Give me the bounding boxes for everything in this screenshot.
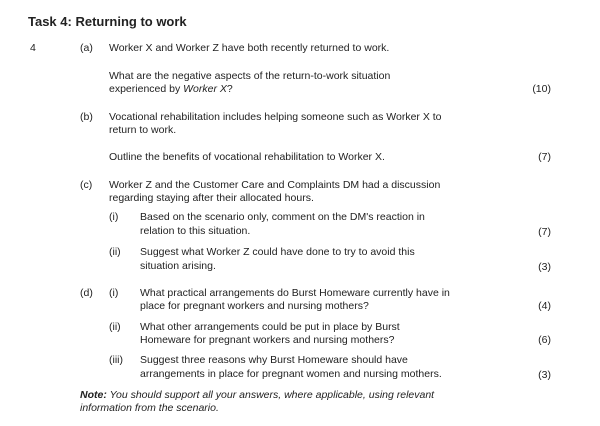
- part-a-line1: Worker X and Worker Z have both recently returned to work.: [109, 42, 390, 54]
- part-d-i-line1: What practical arrangements do Burst Homeware currently have in: [140, 287, 450, 299]
- part-d-i-label: (i): [109, 287, 119, 299]
- part-b-line3: Outline the benefits of vocational rehabilitation to Worker X.: [109, 151, 385, 163]
- part-b-marks: (7): [538, 151, 551, 163]
- note-text-1: You should support all your answers, where applicable, using relevant: [106, 389, 435, 401]
- part-b-line2: return to work.: [109, 124, 177, 136]
- part-c-i-label: (i): [109, 211, 119, 223]
- part-d-ii-line1: What other arrangements could be put in place by Burst: [140, 321, 400, 333]
- part-a-label: (a): [80, 42, 93, 54]
- part-c-i-line2: relation to this situation.: [140, 225, 251, 237]
- part-d-ii-line2: Homeware for pregnant workers and nursing mothers?: [140, 334, 395, 346]
- part-d-iii-marks: (3): [538, 369, 551, 381]
- part-a-line3: [109, 83, 233, 96]
- part-d-iii-label: (iii): [109, 354, 123, 366]
- part-b-label: (b): [80, 111, 93, 123]
- part-d-iii-line2: arrangements in place for pregnant women and nursing mothers.: [140, 368, 442, 380]
- part-d-iii-line1: Suggest three reasons why Burst Homeware should have: [140, 354, 408, 366]
- part-c-ii-label: (ii): [109, 246, 121, 258]
- part-a-line3-italic: Worker X: [183, 83, 227, 95]
- page-title: Task 4: Returning to work: [28, 14, 187, 29]
- part-a-line3-prefix: experienced by: [109, 83, 184, 95]
- part-b-line1: Vocational rehabilitation includes helping someone such as Worker X to: [109, 111, 442, 123]
- part-c-label: (c): [80, 179, 93, 191]
- part-d-label: (d): [80, 287, 93, 299]
- part-c-ii-line1: Suggest what Worker Z could have done to try to avoid this: [140, 246, 415, 258]
- part-c-i-marks: (7): [538, 226, 551, 238]
- part-c-ii-marks: (3): [538, 261, 551, 273]
- part-a-line3-suffix: ?: [226, 83, 233, 95]
- note-line1: [80, 389, 434, 402]
- part-d-ii-label: (ii): [109, 321, 121, 333]
- part-c-line1: Worker Z and the Customer Care and Complaints DM had a discussion: [109, 179, 441, 191]
- part-c-i-line1: Based on the scenario only, comment on the DM's reaction in: [140, 211, 425, 223]
- note-line2: information from the scenario.: [80, 402, 219, 414]
- question-number: 4: [30, 42, 36, 54]
- part-c-line2: regarding staying after their allocated hours.: [109, 192, 314, 204]
- part-d-i-marks: (4): [538, 300, 551, 312]
- part-d-ii-marks: (6): [538, 334, 551, 346]
- part-a-line2: What are the negative aspects of the return-to-work situation: [109, 70, 391, 82]
- note-label: Note:: [80, 389, 107, 401]
- part-a-marks: (10): [532, 83, 551, 95]
- part-c-ii-line2: situation arising.: [140, 260, 216, 272]
- part-d-i-line2: place for pregnant workers and nursing mothers?: [140, 300, 369, 312]
